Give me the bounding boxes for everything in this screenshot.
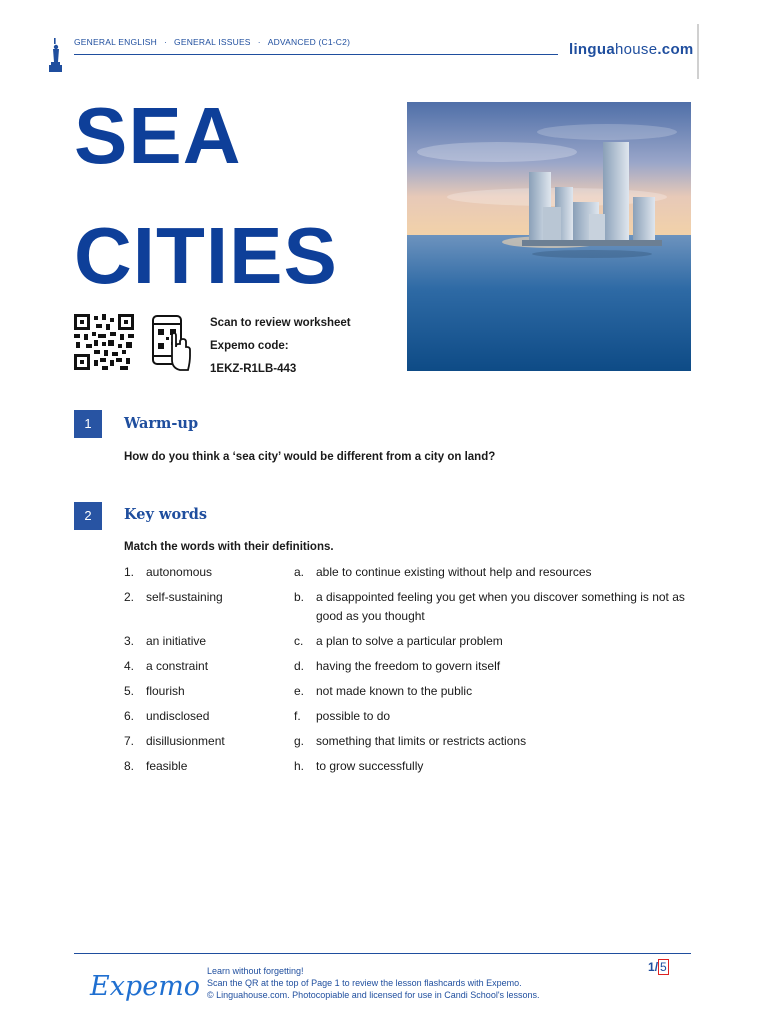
match-row [124,657,694,676]
match-number: 7. [124,734,135,748]
sea-city-image [407,102,691,371]
match-number: 3. [124,634,135,648]
match-row [124,682,694,701]
match-number: 6. [124,709,135,723]
match-definition: possible to do [316,709,391,723]
section-number-badge: 1 [74,410,102,438]
scan-label: Scan to review worksheet [210,317,351,329]
footer-text [207,965,540,1001]
key-words-instruction: Match the words with their definitions. [124,541,334,553]
expemo-logo[interactable] [88,963,201,1009]
match-word: feasible [146,759,188,773]
match-number: 8. [124,759,135,773]
section-number-badge: 2 [74,502,102,530]
match-letter: e. [294,684,305,698]
page-indicator [648,960,669,974]
footer-line: Scan the QR at the top of Page 1 to review the lesson flashcards with Expemo. [207,978,522,988]
match-word: self-sustaining [146,590,223,604]
match-definition: not made known to the public [316,684,473,698]
match-definition: having the freedom to govern itself [316,659,501,673]
match-row [124,563,694,582]
match-word: an initiative [146,634,207,648]
phone-scan-icon [150,314,192,372]
warm-up-question: How do you think a ‘sea city’ would be different from a city on land? [124,451,496,463]
breadcrumb-item[interactable]: GENERAL ISSUES [174,37,251,47]
match-row [124,732,694,751]
match-letter: a. [294,565,305,579]
page-title-line-1: SEA [74,91,242,180]
match-row [124,757,694,776]
statue-of-liberty-icon [48,38,62,72]
match-word: autonomous [146,565,213,579]
match-letter: f. [294,709,301,723]
page-current: 1 [648,960,655,974]
brand-logo[interactable] [569,41,694,58]
brand-part: house [614,41,658,58]
match-word: undisclosed [146,709,210,723]
match-definition: able to continue existing without help and resources [316,565,592,579]
expemo-code-value: 1EKZ-R1LB-443 [210,363,297,375]
section-title-warm-up: Warm-up [124,415,199,432]
match-word: a constraint [146,659,209,673]
match-row [124,632,694,651]
matching-exercise [124,563,694,782]
section-title-key-words: Key words [124,506,208,523]
brand-part: lingua [569,41,615,58]
match-word: disillusionment [146,734,225,748]
page-separator: / [654,960,659,974]
match-number: 1. [124,565,135,579]
brand-part: .com [657,41,694,58]
page-total[interactable]: 5 [660,960,667,974]
breadcrumb-item[interactable]: GENERAL ENGLISH [74,37,157,47]
header-rule [74,54,558,55]
footer-rule [74,953,691,954]
footer-line: © Linguahouse.com. Photocopiable and licensed for use in Candi School's lessons. [207,990,540,1000]
breadcrumb-item[interactable]: ADVANCED (C1-C2) [267,37,351,47]
expemo-code-block [210,312,351,381]
match-number: 5. [124,684,135,698]
expemo-logo-text: Expemo [90,971,201,1002]
breadcrumb: GENERAL ENGLISH · GENERAL ISSUES · ADVANCED (C1-C2) [74,37,351,47]
page-title-line-2: CITIES [74,211,338,300]
match-word: flourish [146,684,185,698]
match-letter: h. [294,759,305,773]
match-letter: b. [294,590,305,604]
match-number: 4. [124,659,135,673]
match-letter: g. [294,734,305,748]
match-definition: to grow successfully [316,759,424,773]
match-letter: c. [294,634,304,648]
match-letter: d. [294,659,305,673]
match-number: 2. [124,590,135,604]
match-definition: a disappointed feeling you get when you discover something is not as good as you thought [316,590,685,623]
expemo-code-label: Expemo code: [210,340,289,352]
match-row [124,588,694,626]
qr-code-icon[interactable] [74,314,134,370]
header-divider [697,24,699,79]
footer-line: Learn without forgetting! [207,966,304,976]
match-definition: something that limits or restricts actions [316,734,527,748]
match-definition: a plan to solve a particular problem [316,634,503,648]
match-row [124,707,694,726]
